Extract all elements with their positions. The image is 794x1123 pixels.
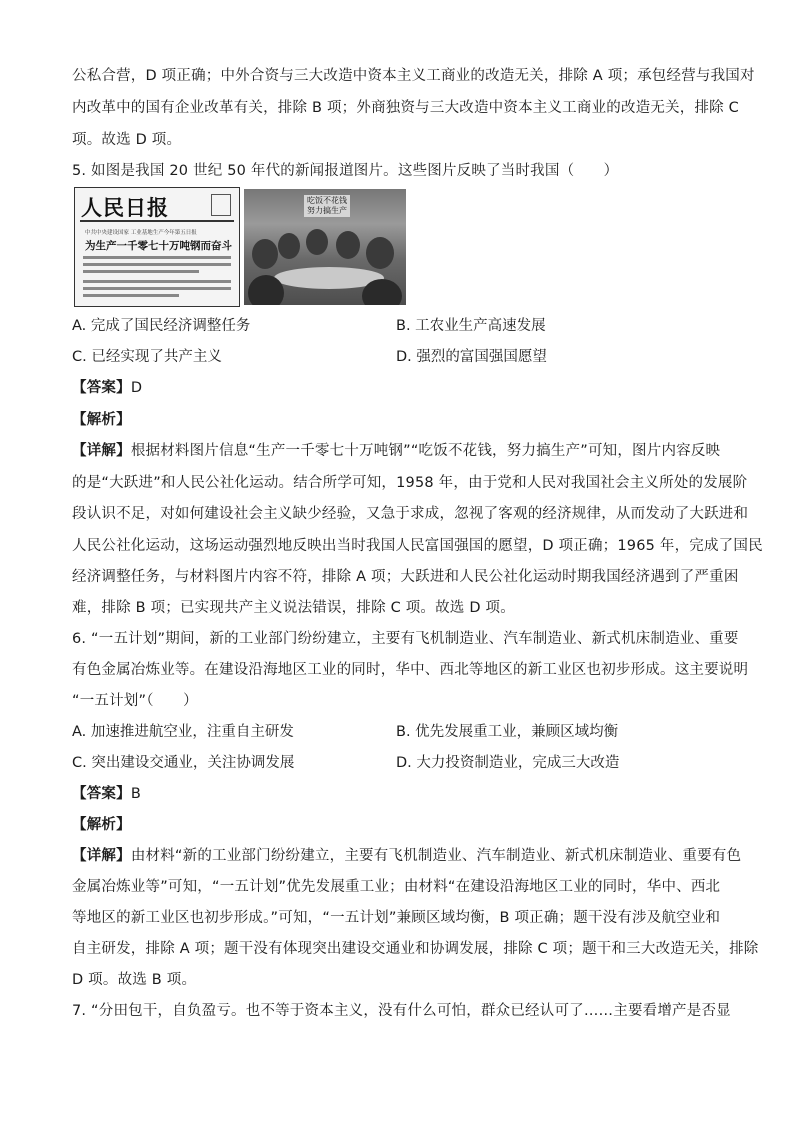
q6-analysis-tag: 【解析】 bbox=[72, 817, 131, 833]
newspaper-subhead: 中共中央建设国家 工业基地生产今年第五日报 bbox=[85, 230, 197, 236]
q6-stem-line: 6. “一五计划”期间，新的工业部门纷纷建立，主要有飞机制造业、汽车制造业、新式机床制造业、重要 bbox=[72, 631, 739, 647]
q6-detail-line: 金属冶炼业等”可知，“一五计划”优先发展重工业；由材料“在建设沿海地区工业的同时，华中、西北 bbox=[72, 879, 721, 895]
newspaper-masthead: 人民日报 bbox=[81, 195, 169, 220]
q5-option-b: B. 工农业生产高速发展 bbox=[396, 318, 546, 334]
photo-slogan-line: 吃饭不花钱 bbox=[307, 196, 347, 205]
photo-slogan-line: 努力搞生产 bbox=[307, 206, 347, 215]
q6-detail-line bbox=[72, 846, 741, 866]
q6-detail-line: 等地区的新工业区也初步形成。”可知，“一五计划”兼顾区域均衡，B 项正确；题干没有涉及航空业和 bbox=[72, 910, 721, 926]
photo-figure bbox=[306, 229, 328, 255]
newspaper-text-line bbox=[83, 256, 231, 259]
q7-stem: 7. “分田包干，自负盈亏。也不等于资本主义，没有什么可怕，群众已经认可了……主要看增产是否显 bbox=[72, 1003, 731, 1019]
q6-detail-line: 自主研发，排除 A 项；题干没有体现突出建设交通业和协调发展，排除 C 项；题干和三大改造无关，排除 bbox=[72, 941, 759, 957]
answer-tag: 【答案】 bbox=[72, 786, 131, 802]
q6-option-a: A. 加速推进航空业，注重自主研发 bbox=[72, 724, 294, 740]
newspaper-image bbox=[74, 187, 240, 307]
newspaper-headline: 为生产一千零七十万吨钢而奋斗 bbox=[85, 240, 232, 252]
photo-slogan bbox=[304, 195, 350, 217]
newspaper-rule bbox=[80, 220, 234, 222]
answer-tag: 【答案】 bbox=[72, 380, 131, 396]
q6-answer bbox=[72, 784, 141, 804]
q6-stem-line: “一五计划”（ ） bbox=[72, 693, 198, 709]
q6-option-c: C. 突出建设交通业，关注协调发展 bbox=[72, 755, 295, 771]
q6-stem-line: 有色金属冶炼业等。在建设沿海地区工业的同时，华中、西北等地区的新工业区也初步形成。这主要说明 bbox=[72, 662, 749, 678]
q5-answer bbox=[72, 378, 142, 398]
intro-line: 内改革中的国有企业改革有关，排除 B 项；外商独资与三大改造中资本主义工商业的改造无关，排除 C bbox=[72, 100, 739, 116]
q6-option-b: B. 优先发展重工业，兼顾区域均衡 bbox=[396, 724, 619, 740]
detail-tag: 【详解】 bbox=[72, 848, 131, 864]
q5-option-a: A. 完成了国民经济调整任务 bbox=[72, 318, 251, 334]
photo-figure bbox=[252, 239, 278, 269]
q5-detail-line: 人民公社化运动，这场运动强烈地反映出当时我国人民富国强国的愿望，D 项正确；1965 年，完成了国民 bbox=[72, 538, 763, 554]
detail-tag: 【详解】 bbox=[72, 443, 131, 459]
intro-line: 公私合营，D 项正确；中外合资与三大改造中资本主义工商业的改造无关，排除 A 项；承包经营与我国对 bbox=[72, 68, 755, 84]
q5-detail-line: 的是“大跃进”和人民公社化运动。结合所学可知，1958 年，由于党和人民对我国社会主义所处的发展阶 bbox=[72, 475, 748, 491]
detail-text: 由材料“新的工业部门纷纷建立，主要有飞机制造业、汽车制造业、新式机床制造业、重要有色 bbox=[130, 848, 742, 864]
newspaper-text-line bbox=[83, 263, 231, 266]
q6-detail-line: D 项。故选 B 项。 bbox=[72, 972, 197, 988]
q5-option-d: D. 强烈的富国强国愿望 bbox=[396, 349, 547, 365]
q5-figure bbox=[74, 187, 406, 307]
photo-figure bbox=[366, 237, 394, 269]
photo-figure bbox=[362, 279, 402, 305]
q5-detail-line: 难，排除 B 项；已实现共产主义说法错误，排除 C 项。故选 D 项。 bbox=[72, 600, 515, 616]
newspaper-text-line bbox=[83, 294, 179, 297]
newspaper-text-line bbox=[83, 280, 231, 283]
newspaper-text-line bbox=[83, 287, 231, 290]
photo-figure bbox=[278, 233, 300, 259]
answer-value: D bbox=[130, 380, 143, 396]
answer-value: B bbox=[130, 786, 141, 802]
q5-stem: 5. 如图是我国 20 世纪 50 年代的新闻报道图片。这些图片反映了当时我国（ ） bbox=[72, 163, 619, 179]
q5-detail-line bbox=[72, 441, 720, 461]
q6-option-d: D. 大力投资制造业，完成三大改造 bbox=[396, 755, 620, 771]
photo-figure bbox=[336, 231, 360, 259]
commune-dining-photo bbox=[244, 189, 406, 305]
newspaper-issue-box bbox=[211, 194, 231, 216]
intro-line: 项。故选 D 项。 bbox=[72, 132, 182, 148]
newspaper-text-line bbox=[83, 270, 199, 273]
q5-analysis-tag: 【解析】 bbox=[72, 412, 131, 428]
q5-detail-line: 经济调整任务，与材料图片内容不符，排除 A 项；大跃进和人民公社化运动时期我国经济遇到了严重困 bbox=[72, 569, 739, 585]
q5-option-c: C. 已经实现了共产主义 bbox=[72, 349, 222, 365]
photo-figure bbox=[248, 275, 284, 305]
detail-text: 根据材料图片信息“生产一千零七十万吨钢”“吃饭不花钱，努力搞生产”可知，图片内容反映 bbox=[130, 443, 721, 459]
q5-detail-line: 段认识不足，对如何建设社会主义缺少经验，又急于求成，忽视了客观的经济规律，从而发动了大跃进和 bbox=[72, 506, 749, 522]
